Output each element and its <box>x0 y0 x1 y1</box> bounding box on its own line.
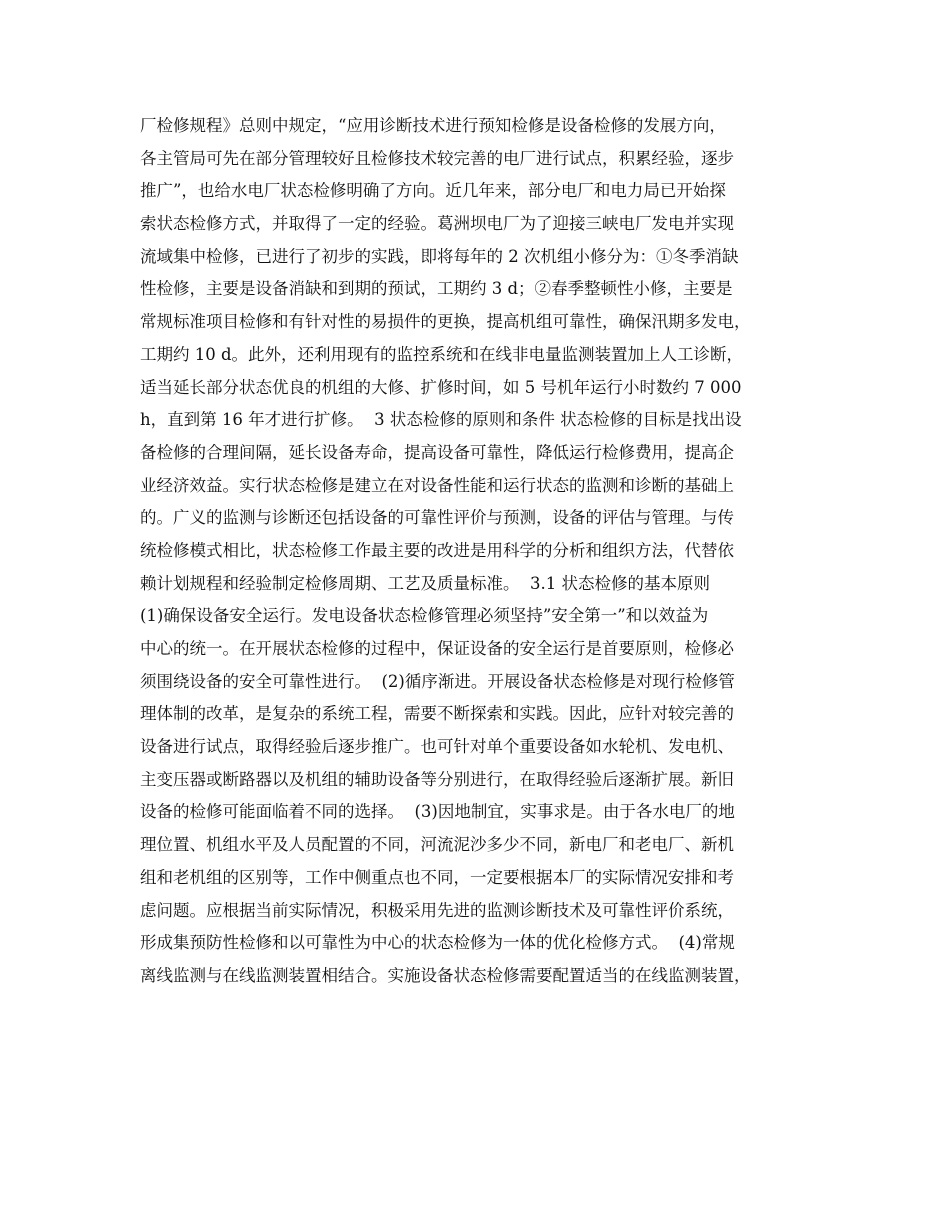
text-line-14: 统检修模式相比，状态检修工作最主要的改进是用科学的分析和组织方法，代替依 <box>140 540 734 560</box>
text-line-3: 推广”，也给水电厂状态检修明确了方向。近几年来，部分电厂和电力局已开始探 <box>140 181 726 201</box>
text-line-19: 理体制的改革，是复杂的系统工程，需要不断探索和实践。因此，应针对较完善的 <box>140 704 734 724</box>
text-line-15: 赖计划规程和经验制定检修周期、工艺及质量标准。 3.1 状态检修的基本原则 <box>140 573 710 593</box>
text-line-1: 厂检修规程》总则中规定，“应用诊断技术进行预知检修是设备检修的发展方向， <box>140 116 726 135</box>
text-line-6: 性检修，主要是设备消缺和到期的预试，工期约 3 d；②春季整顿性小修，主要是 <box>140 279 733 299</box>
body-text <box>140 110 830 993</box>
text-line-24: 组和老机组的区别等，工作中侧重点也不同，一定要根据本厂的实际情况安排和考 <box>140 867 734 887</box>
text-line-9: 适当延长部分状态优良的机组的大修、扩修时间，如 5 号机年运行小时数约 7 000 <box>140 377 742 397</box>
text-line-23: 理位置、机组水平及人员配置的不同，河流泥沙多少不同，新电厂和老电厂、新机 <box>140 835 734 855</box>
text-line-20: 设备进行试点，取得经验后逐步推广。也可针对单个重要设备如水轮机、发电机、 <box>140 737 734 757</box>
text-line-22: 设备的检修可能面临着不同的选择。 (3)因地制宜，实事求是。由于各水电厂的地 <box>140 802 735 822</box>
text-line-11: 备检修的合理间隔，延长设备寿命，提高设备可靠性，降低运行检修费用，提高企 <box>140 442 734 462</box>
text-line-2: 各主管局可先在部分管理较好且检修技术较完善的电厂进行试点，积累经验，逐步 <box>140 148 734 168</box>
text-line-27: 离线监测与在线监测装置相结合。实施设备状态检修需要配置适当的在线监测装置， <box>140 965 751 985</box>
text-line-21: 主变压器或断路器以及机组的辅助设备等分别进行，在取得经验后逐渐扩展。新旧 <box>140 769 734 789</box>
text-line-12: 业经济效益。实行状态检修是建立在对设备性能和运行状态的监测和诊断的基础上 <box>140 475 734 495</box>
text-line-8: 工期约 10 d。此外，还利用现有的监控系统和在线非电量监测装置加上人工诊断， <box>140 344 744 364</box>
text-line-7: 常规标准项目检修和有针对性的易损件的更换，提高机组可靠性，确保汛期多发电， <box>140 312 751 332</box>
text-line-13: 的。广义的监测与诊断还包括设备的可靠性评价与预测，设备的评估与管理。与传 <box>140 508 734 528</box>
text-line-10: h，直到第 16 年才进行扩修。 3 状态检修的原则和条件 状态检修的目标是找出设 <box>140 410 742 430</box>
text-line-4: 索状态检修方式，并取得了一定的经验。葛洲坝电厂为了迎接三峡电厂发电并实现 <box>140 214 734 234</box>
text-line-18: 须围绕设备的安全可靠性进行。 (2)循序渐进。开展设备状态检修是对现行检修管 <box>140 671 735 691</box>
text-line-16: (1)确保设备安全运行。发电设备状态检修管理必须坚持”安全第一”和以效益为 <box>140 606 709 626</box>
text-line-26: 形成集预防性检修和以可靠性为中心的状态检修为一体的优化检修方式。 (4)常规 <box>140 933 735 953</box>
text-line-17: 中心的统一。在开展状态检修的过程中，保证设备的安全运行是首要原则，检修必 <box>140 639 734 658</box>
text-line-25: 虑问题。应根据当前实际情况，积极采用先进的监测诊断技术及可靠性评价系统， <box>140 900 734 920</box>
text-line-5: 流域集中检修，已进行了初步的实践，即将每年的 2 次机组小修分为：①冬季消缺 <box>140 246 739 266</box>
